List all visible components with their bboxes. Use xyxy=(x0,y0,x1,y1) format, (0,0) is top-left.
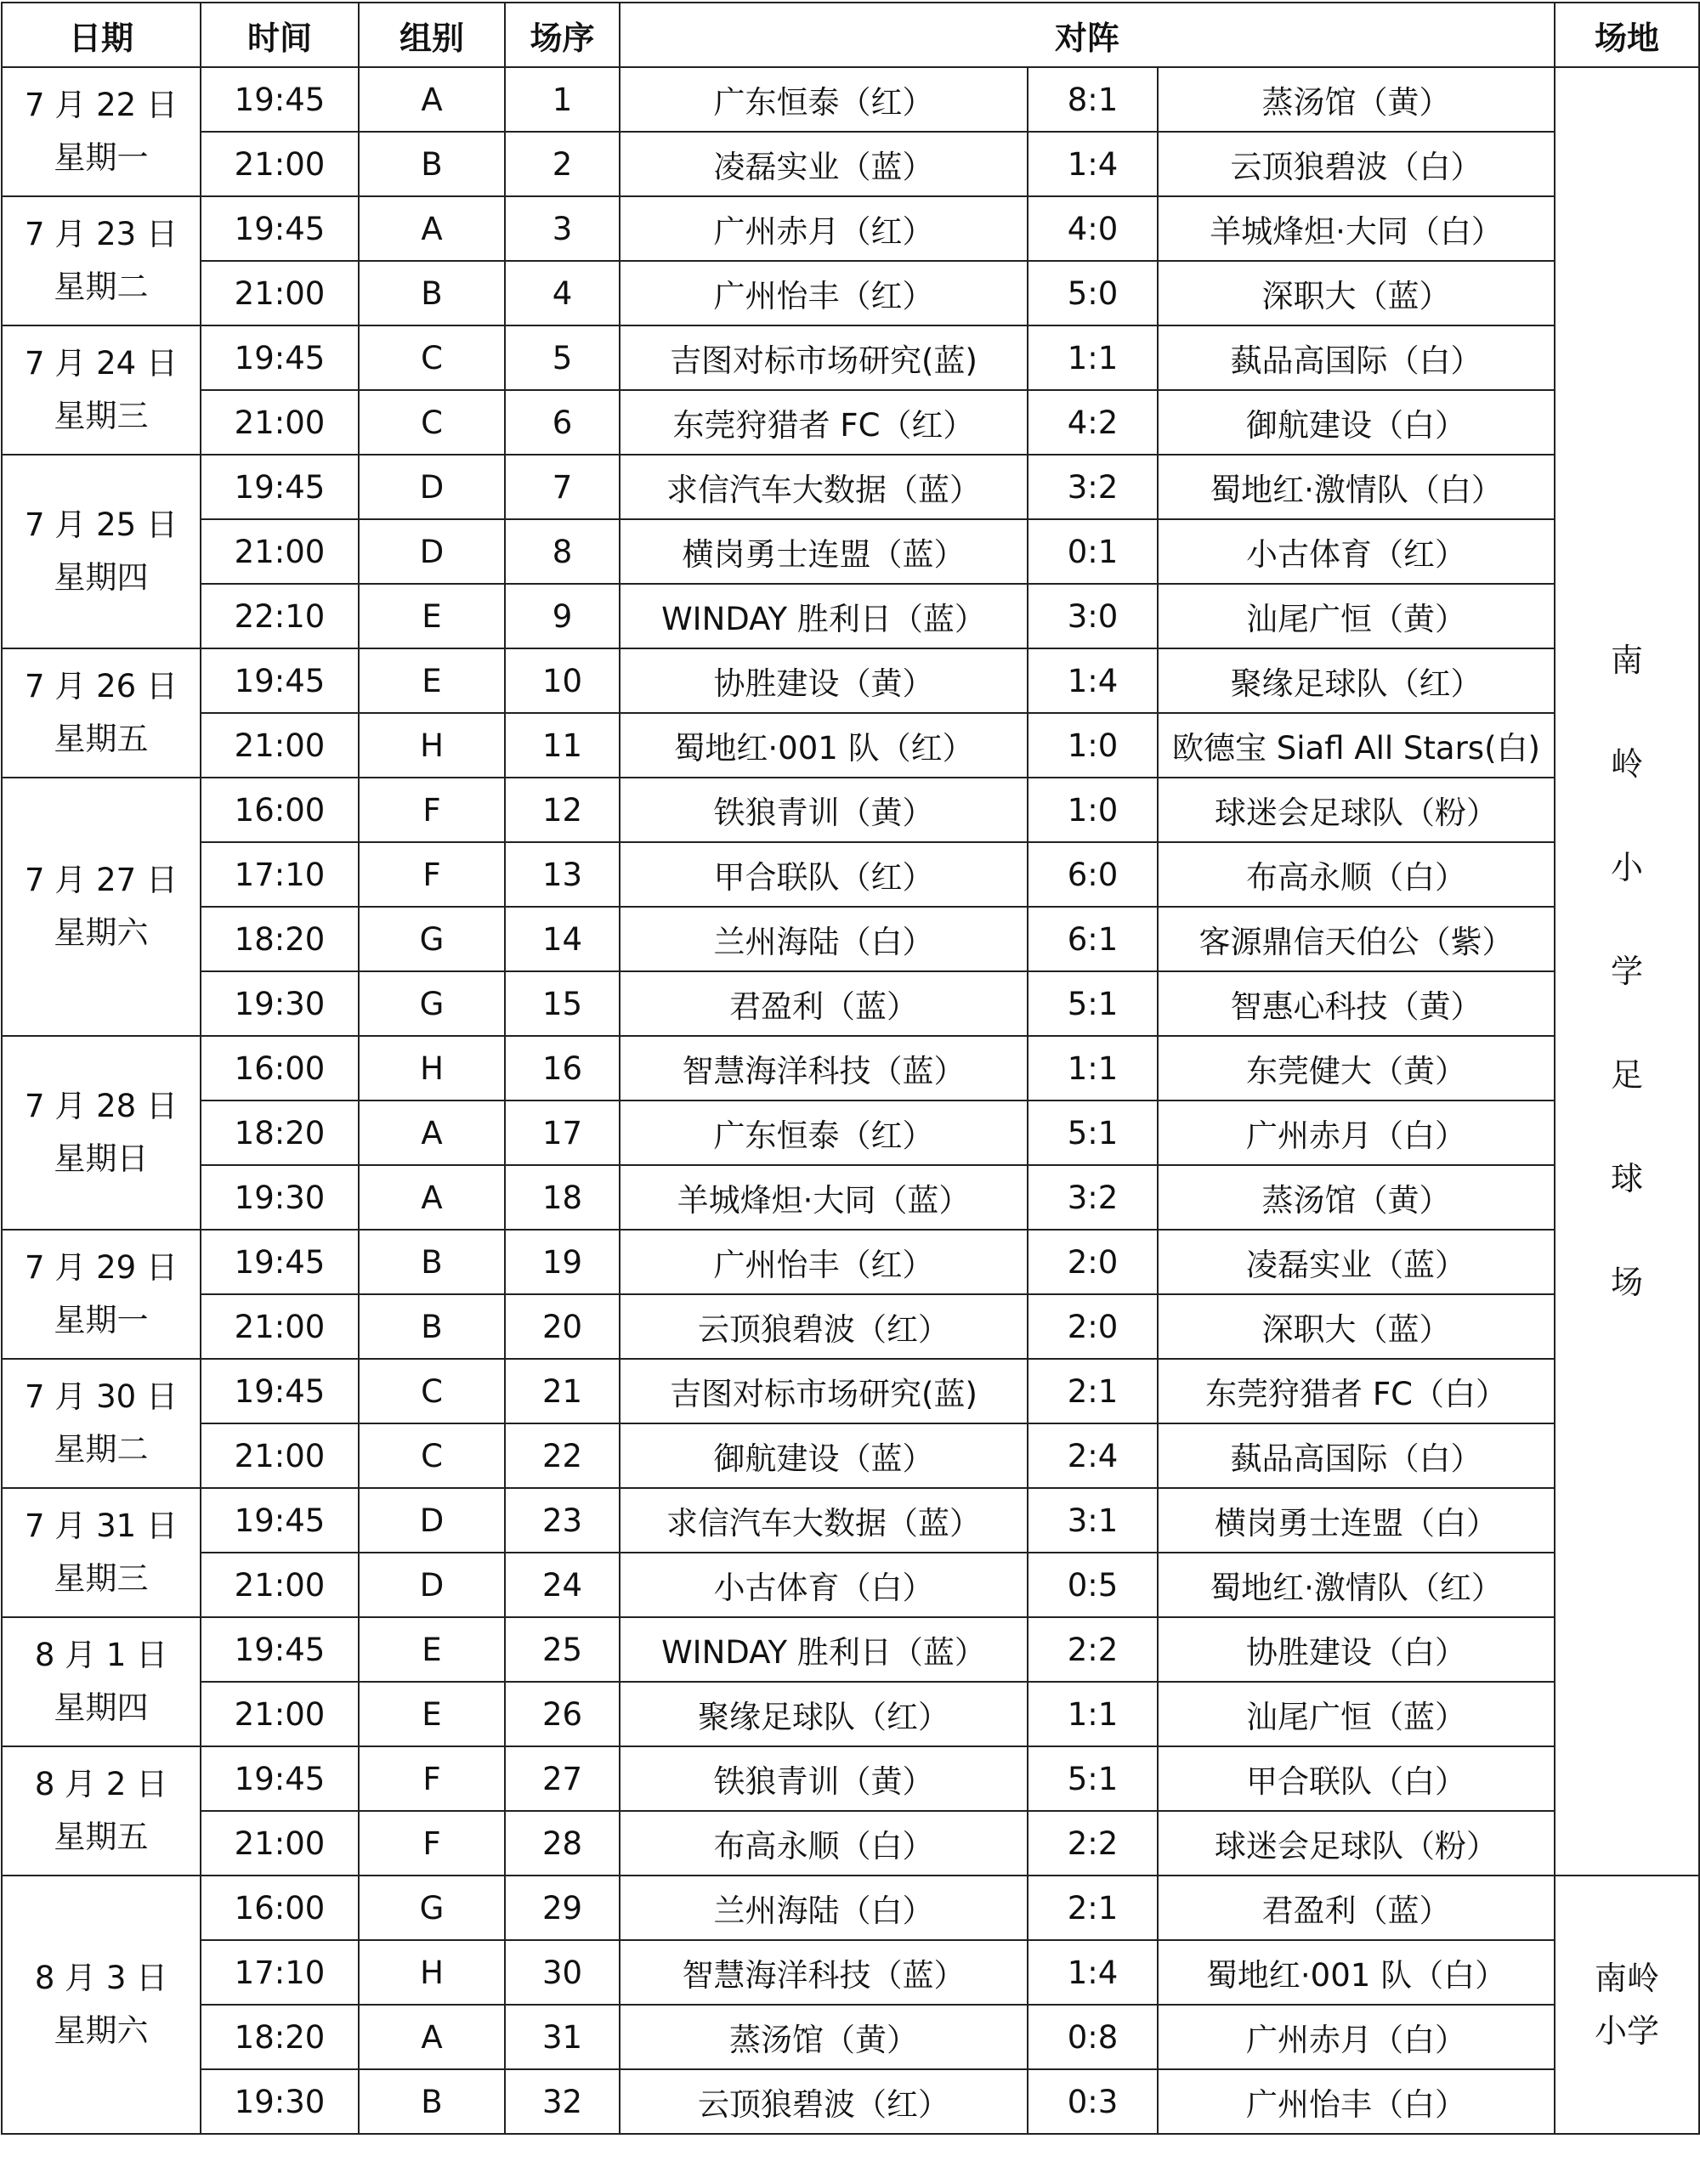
group-cell: D xyxy=(359,455,505,519)
header-group: 组别 xyxy=(359,3,505,67)
date-text: 8 月 2 日 xyxy=(34,1766,168,1802)
score-cell: 1:0 xyxy=(1028,778,1158,842)
match-no-cell: 7 xyxy=(505,455,620,519)
group-cell: F xyxy=(359,1811,505,1876)
score-cell: 2:1 xyxy=(1028,1876,1158,1940)
home-team-cell: 广东恒泰（红） xyxy=(620,1100,1028,1165)
score-cell: 5:1 xyxy=(1028,1746,1158,1811)
away-team-cell: 球迷会足球队（粉） xyxy=(1158,1811,1555,1876)
time-cell: 21:00 xyxy=(201,1423,359,1488)
venue-char: 场 xyxy=(1611,1264,1644,1301)
home-team-cell: 协胜建设（黄） xyxy=(620,648,1028,713)
time-cell: 18:20 xyxy=(201,1100,359,1165)
date-text: 7 月 22 日 xyxy=(25,87,178,123)
venue-char: 球 xyxy=(1611,1160,1644,1197)
away-team-cell: 聚缘足球队（红） xyxy=(1158,648,1555,713)
group-cell: D xyxy=(359,519,505,584)
score-cell: 4:2 xyxy=(1028,390,1158,455)
time-cell: 21:00 xyxy=(201,519,359,584)
match-no-cell: 27 xyxy=(505,1746,620,1811)
time-cell: 17:10 xyxy=(201,842,359,907)
date-text: 7 月 25 日 xyxy=(25,506,178,543)
score-cell: 6:1 xyxy=(1028,907,1158,971)
group-cell: C xyxy=(359,390,505,455)
date-cell xyxy=(2,1876,201,2134)
home-team-cell: 铁狼青训（黄） xyxy=(620,1746,1028,1811)
match-no-cell: 1 xyxy=(505,67,620,132)
match-row xyxy=(2,1036,1699,1100)
home-team-cell: WINDAY 胜利日（蓝） xyxy=(620,1617,1028,1682)
home-team-cell: 蜀地红·001 队（红） xyxy=(620,713,1028,778)
header-row xyxy=(2,3,1699,67)
away-team-cell: 东莞狩猎者 FC（白） xyxy=(1158,1359,1555,1423)
date-text: 7 月 29 日 xyxy=(25,1249,178,1286)
away-team-cell: 智惠心科技（黄） xyxy=(1158,971,1555,1036)
match-no-cell: 22 xyxy=(505,1423,620,1488)
weekday-text: 星期三 xyxy=(54,398,149,434)
home-team-cell: 兰州海陆（白） xyxy=(620,907,1028,971)
match-no-cell: 25 xyxy=(505,1617,620,1682)
match-no-cell: 26 xyxy=(505,1682,620,1746)
time-cell: 21:00 xyxy=(201,1682,359,1746)
match-no-cell: 24 xyxy=(505,1553,620,1617)
weekday-text: 星期五 xyxy=(54,721,149,757)
match-no-cell: 17 xyxy=(505,1100,620,1165)
group-cell: E xyxy=(359,1617,505,1682)
time-cell: 21:00 xyxy=(201,132,359,196)
home-team-cell: 凌磊实业（蓝） xyxy=(620,132,1028,196)
match-row xyxy=(2,1940,1699,2005)
match-no-cell: 3 xyxy=(505,196,620,261)
time-cell: 16:00 xyxy=(201,1036,359,1100)
match-no-cell: 20 xyxy=(505,1294,620,1359)
match-no-cell: 18 xyxy=(505,1165,620,1230)
time-cell: 19:45 xyxy=(201,1230,359,1294)
match-row xyxy=(2,648,1699,713)
match-no-cell: 28 xyxy=(505,1811,620,1876)
time-cell: 16:00 xyxy=(201,778,359,842)
score-cell: 2:2 xyxy=(1028,1811,1158,1876)
match-no-cell: 8 xyxy=(505,519,620,584)
score-cell: 0:1 xyxy=(1028,519,1158,584)
venue-char: 小 xyxy=(1611,849,1644,886)
group-cell: C xyxy=(359,325,505,390)
time-cell: 19:45 xyxy=(201,325,359,390)
away-team-cell: 蜀地红·001 队（白） xyxy=(1158,1940,1555,2005)
date-cell xyxy=(2,325,201,455)
date-cell xyxy=(2,1617,201,1746)
score-cell: 2:0 xyxy=(1028,1294,1158,1359)
match-no-cell: 4 xyxy=(505,261,620,325)
schedule-body xyxy=(2,67,1699,2134)
group-cell: H xyxy=(359,1036,505,1100)
score-cell: 2:0 xyxy=(1028,1230,1158,1294)
time-cell: 19:30 xyxy=(201,2069,359,2134)
date-text: 7 月 23 日 xyxy=(25,216,178,252)
home-team-cell: 横岗勇士连盟（蓝） xyxy=(620,519,1028,584)
away-team-cell: 布高永顺（白） xyxy=(1158,842,1555,907)
score-cell: 3:2 xyxy=(1028,455,1158,519)
group-cell: E xyxy=(359,584,505,648)
match-no-cell: 21 xyxy=(505,1359,620,1423)
venue-cell-last xyxy=(1555,1876,1699,2134)
group-cell: B xyxy=(359,261,505,325)
home-team-cell: 广东恒泰（红） xyxy=(620,67,1028,132)
match-row xyxy=(2,1488,1699,1553)
away-team-cell: 广州赤月（白） xyxy=(1158,2005,1555,2069)
date-cell xyxy=(2,1488,201,1617)
date-cell xyxy=(2,1230,201,1359)
date-cell xyxy=(2,778,201,1036)
away-team-cell: 蒸汤馆（黄） xyxy=(1158,1165,1555,1230)
time-cell: 21:00 xyxy=(201,261,359,325)
match-no-cell: 13 xyxy=(505,842,620,907)
time-cell: 19:45 xyxy=(201,455,359,519)
group-cell: H xyxy=(359,1940,505,2005)
weekday-text: 星期二 xyxy=(54,269,149,305)
venue-line: 小学 xyxy=(1595,2012,1660,2050)
group-cell: G xyxy=(359,971,505,1036)
group-cell: B xyxy=(359,2069,505,2134)
match-no-cell: 6 xyxy=(505,390,620,455)
group-cell: G xyxy=(359,1876,505,1940)
match-row xyxy=(2,2005,1699,2069)
score-cell: 5:0 xyxy=(1028,261,1158,325)
match-row xyxy=(2,1294,1699,1359)
home-team-cell: 聚缘足球队（红） xyxy=(620,1682,1028,1746)
away-team-cell: 广州怡丰（白） xyxy=(1158,2069,1555,2134)
date-cell xyxy=(2,648,201,778)
away-team-cell: 横岗勇士连盟（白） xyxy=(1158,1488,1555,1553)
match-row xyxy=(2,196,1699,261)
away-team-cell: 蓺品高国际（白） xyxy=(1158,325,1555,390)
match-row xyxy=(2,132,1699,196)
group-cell: E xyxy=(359,648,505,713)
match-row xyxy=(2,778,1699,842)
venue-char: 足 xyxy=(1611,1056,1644,1094)
date-text: 7 月 31 日 xyxy=(25,1508,178,1544)
home-team-cell: 羊城烽炟·大同（蓝） xyxy=(620,1165,1028,1230)
date-cell xyxy=(2,1359,201,1488)
time-cell: 21:00 xyxy=(201,1811,359,1876)
group-cell: A xyxy=(359,67,505,132)
home-team-cell: 布高永顺（白） xyxy=(620,1811,1028,1876)
away-team-cell: 凌磊实业（蓝） xyxy=(1158,1230,1555,1294)
group-cell: A xyxy=(359,1165,505,1230)
match-row xyxy=(2,713,1699,778)
time-cell: 19:30 xyxy=(201,1165,359,1230)
date-text: 8 月 1 日 xyxy=(34,1637,168,1673)
venue-cell-main xyxy=(1555,67,1699,1876)
group-cell: C xyxy=(359,1423,505,1488)
time-cell: 19:45 xyxy=(201,1488,359,1553)
match-no-cell: 23 xyxy=(505,1488,620,1553)
header-matchup: 对阵 xyxy=(620,3,1555,67)
score-cell: 1:1 xyxy=(1028,1682,1158,1746)
score-cell: 2:1 xyxy=(1028,1359,1158,1423)
score-cell: 0:3 xyxy=(1028,2069,1158,2134)
weekday-text: 星期四 xyxy=(54,559,149,596)
match-row xyxy=(2,390,1699,455)
score-cell: 3:0 xyxy=(1028,584,1158,648)
match-row xyxy=(2,67,1699,132)
score-cell: 8:1 xyxy=(1028,67,1158,132)
match-row xyxy=(2,1811,1699,1876)
score-cell: 6:0 xyxy=(1028,842,1158,907)
away-team-cell: 汕尾广恒（蓝） xyxy=(1158,1682,1555,1746)
weekday-text: 星期五 xyxy=(54,1819,149,1855)
match-row xyxy=(2,1423,1699,1488)
header-date: 日期 xyxy=(2,3,201,67)
away-team-cell: 深职大（蓝） xyxy=(1158,261,1555,325)
away-team-cell: 蒸汤馆（黄） xyxy=(1158,67,1555,132)
away-team-cell: 蜀地红·激情队（白） xyxy=(1158,455,1555,519)
match-no-cell: 5 xyxy=(505,325,620,390)
time-cell: 21:00 xyxy=(201,390,359,455)
match-no-cell: 31 xyxy=(505,2005,620,2069)
match-row xyxy=(2,1682,1699,1746)
group-cell: A xyxy=(359,2005,505,2069)
date-text: 7 月 28 日 xyxy=(25,1088,178,1124)
header-venue: 场地 xyxy=(1555,3,1699,67)
time-cell: 22:10 xyxy=(201,584,359,648)
group-cell: D xyxy=(359,1553,505,1617)
group-cell: B xyxy=(359,1230,505,1294)
home-team-cell: 智慧海洋科技（蓝） xyxy=(620,1940,1028,2005)
match-no-cell: 15 xyxy=(505,971,620,1036)
home-team-cell: 求信汽车大数据（蓝） xyxy=(620,1488,1028,1553)
home-team-cell: 甲合联队（红） xyxy=(620,842,1028,907)
score-cell: 1:4 xyxy=(1028,648,1158,713)
match-no-cell: 16 xyxy=(505,1036,620,1100)
home-team-cell: 小古体育（白） xyxy=(620,1553,1028,1617)
weekday-text: 星期三 xyxy=(54,1560,149,1597)
match-no-cell: 30 xyxy=(505,1940,620,2005)
date-cell xyxy=(2,1746,201,1876)
score-cell: 3:2 xyxy=(1028,1165,1158,1230)
group-cell: A xyxy=(359,1100,505,1165)
away-team-cell: 云顶狼碧波（白） xyxy=(1158,132,1555,196)
header-time: 时间 xyxy=(201,3,359,67)
group-cell: E xyxy=(359,1682,505,1746)
time-cell: 21:00 xyxy=(201,1553,359,1617)
home-team-cell: 君盈利（蓝） xyxy=(620,971,1028,1036)
away-team-cell: 汕尾广恒（黄） xyxy=(1158,584,1555,648)
away-team-cell: 蓺品高国际（白） xyxy=(1158,1423,1555,1488)
date-text: 7 月 24 日 xyxy=(25,345,178,382)
time-cell: 19:45 xyxy=(201,196,359,261)
match-no-cell: 29 xyxy=(505,1876,620,1940)
time-cell: 17:10 xyxy=(201,1940,359,2005)
group-cell: B xyxy=(359,132,505,196)
date-cell xyxy=(2,1036,201,1230)
match-no-cell: 9 xyxy=(505,584,620,648)
group-cell: B xyxy=(359,1294,505,1359)
home-team-cell: 广州赤月（红） xyxy=(620,196,1028,261)
away-team-cell: 广州赤月（白） xyxy=(1158,1100,1555,1165)
time-cell: 19:45 xyxy=(201,1359,359,1423)
home-team-cell: 吉图对标市场研究(蓝) xyxy=(620,1359,1028,1423)
time-cell: 19:45 xyxy=(201,1746,359,1811)
match-no-cell: 14 xyxy=(505,907,620,971)
match-no-cell: 32 xyxy=(505,2069,620,2134)
match-row xyxy=(2,1553,1699,1617)
home-team-cell: 东莞狩猎者 FC（红） xyxy=(620,390,1028,455)
group-cell: D xyxy=(359,1488,505,1553)
venue-char: 学 xyxy=(1611,953,1644,990)
score-cell: 2:2 xyxy=(1028,1617,1158,1682)
match-no-cell: 11 xyxy=(505,713,620,778)
score-cell: 2:4 xyxy=(1028,1423,1158,1488)
away-team-cell: 协胜建设（白） xyxy=(1158,1617,1555,1682)
home-team-cell: 御航建设（蓝） xyxy=(620,1423,1028,1488)
date-text: 7 月 26 日 xyxy=(25,668,178,704)
match-row xyxy=(2,1230,1699,1294)
schedule-table xyxy=(1,2,1700,2135)
time-cell: 18:20 xyxy=(201,2005,359,2069)
score-cell: 1:4 xyxy=(1028,132,1158,196)
home-team-cell: 广州怡丰（红） xyxy=(620,1230,1028,1294)
date-text: 7 月 30 日 xyxy=(25,1378,178,1415)
match-no-cell: 2 xyxy=(505,132,620,196)
score-cell: 0:5 xyxy=(1028,1553,1158,1617)
group-cell: F xyxy=(359,842,505,907)
match-row xyxy=(2,584,1699,648)
score-cell: 3:1 xyxy=(1028,1488,1158,1553)
time-cell: 21:00 xyxy=(201,713,359,778)
away-team-cell: 君盈利（蓝） xyxy=(1158,1876,1555,1940)
match-no-cell: 19 xyxy=(505,1230,620,1294)
home-team-cell: 云顶狼碧波（红） xyxy=(620,1294,1028,1359)
group-cell: A xyxy=(359,196,505,261)
header-match-no: 场序 xyxy=(505,3,620,67)
match-row xyxy=(2,1359,1699,1423)
weekday-text: 星期日 xyxy=(54,1140,149,1177)
weekday-text: 星期四 xyxy=(54,1689,149,1726)
match-row xyxy=(2,2069,1699,2134)
group-cell: F xyxy=(359,778,505,842)
score-cell: 1:1 xyxy=(1028,1036,1158,1100)
score-cell: 0:8 xyxy=(1028,2005,1158,2069)
home-team-cell: 广州怡丰（红） xyxy=(620,261,1028,325)
match-row xyxy=(2,325,1699,390)
venue-line: 南岭 xyxy=(1595,1960,1660,1997)
score-cell: 4:0 xyxy=(1028,196,1158,261)
group-cell: H xyxy=(359,713,505,778)
away-team-cell: 欧德宝 Siafl All Stars(白) xyxy=(1158,713,1555,778)
venue-char: 南 xyxy=(1611,642,1644,679)
match-no-cell: 12 xyxy=(505,778,620,842)
group-cell: G xyxy=(359,907,505,971)
match-row xyxy=(2,1876,1699,1940)
away-team-cell: 深职大（蓝） xyxy=(1158,1294,1555,1359)
home-team-cell: 蒸汤馆（黄） xyxy=(620,2005,1028,2069)
home-team-cell: 云顶狼碧波（红） xyxy=(620,2069,1028,2134)
match-row xyxy=(2,971,1699,1036)
match-row xyxy=(2,1100,1699,1165)
home-team-cell: 智慧海洋科技（蓝） xyxy=(620,1036,1028,1100)
date-cell xyxy=(2,196,201,325)
score-cell: 5:1 xyxy=(1028,971,1158,1036)
home-team-cell: WINDAY 胜利日（蓝） xyxy=(620,584,1028,648)
time-cell: 21:00 xyxy=(201,1294,359,1359)
date-cell xyxy=(2,455,201,648)
weekday-text: 星期六 xyxy=(54,914,149,951)
match-row xyxy=(2,261,1699,325)
date-text: 8 月 3 日 xyxy=(34,1960,168,1996)
away-team-cell: 小古体育（红） xyxy=(1158,519,1555,584)
score-cell: 1:4 xyxy=(1028,1940,1158,2005)
match-row xyxy=(2,1746,1699,1811)
away-team-cell: 羊城烽炟·大同（白） xyxy=(1158,196,1555,261)
time-cell: 19:45 xyxy=(201,648,359,713)
score-cell: 1:1 xyxy=(1028,325,1158,390)
score-cell: 1:0 xyxy=(1028,713,1158,778)
time-cell: 19:45 xyxy=(201,1617,359,1682)
weekday-text: 星期一 xyxy=(54,1302,149,1338)
home-team-cell: 兰州海陆（白） xyxy=(620,1876,1028,1940)
time-cell: 16:00 xyxy=(201,1876,359,1940)
weekday-text: 星期二 xyxy=(54,1431,149,1468)
match-no-cell: 10 xyxy=(505,648,620,713)
time-cell: 19:30 xyxy=(201,971,359,1036)
date-text: 7 月 27 日 xyxy=(25,862,178,898)
match-row xyxy=(2,1617,1699,1682)
home-team-cell: 吉图对标市场研究(蓝) xyxy=(620,325,1028,390)
weekday-text: 星期六 xyxy=(54,2012,149,2049)
group-cell: C xyxy=(359,1359,505,1423)
date-cell xyxy=(2,67,201,196)
away-team-cell: 球迷会足球队（粉） xyxy=(1158,778,1555,842)
score-cell: 5:1 xyxy=(1028,1100,1158,1165)
group-cell: F xyxy=(359,1746,505,1811)
away-team-cell: 客源鼎信天伯公（紫） xyxy=(1158,907,1555,971)
match-row xyxy=(2,519,1699,584)
match-row xyxy=(2,907,1699,971)
away-team-cell: 甲合联队（白） xyxy=(1158,1746,1555,1811)
time-cell: 18:20 xyxy=(201,907,359,971)
home-team-cell: 铁狼青训（黄） xyxy=(620,778,1028,842)
away-team-cell: 御航建设（白） xyxy=(1158,390,1555,455)
match-row xyxy=(2,842,1699,907)
weekday-text: 星期一 xyxy=(54,139,149,176)
away-team-cell: 蜀地红·激情队（红） xyxy=(1158,1553,1555,1617)
match-row xyxy=(2,1165,1699,1230)
time-cell: 19:45 xyxy=(201,67,359,132)
home-team-cell: 求信汽车大数据（蓝） xyxy=(620,455,1028,519)
away-team-cell: 东莞健大（黄） xyxy=(1158,1036,1555,1100)
match-row xyxy=(2,455,1699,519)
venue-char: 岭 xyxy=(1611,745,1644,783)
